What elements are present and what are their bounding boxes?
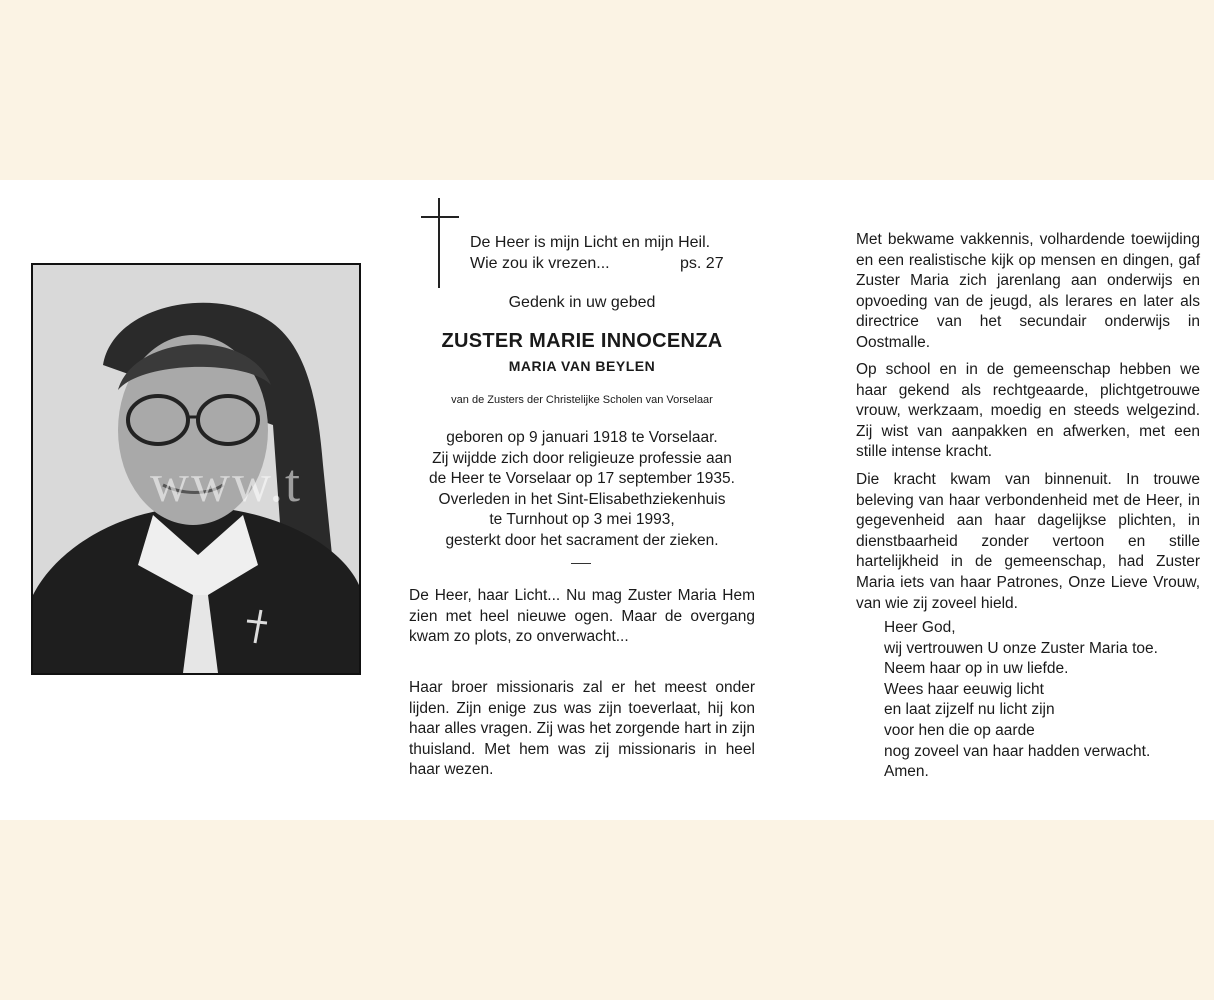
prayer-line: voor hen die op aarde <box>884 721 1035 739</box>
middle-paragraph-2: Haar broer missionaris zal er het meest onder lijden. Zijn enige zus was zijn toeverlaat, hij kon haar alles vragen. Zij was het zorgende hart in zijn thuisland. Met hem was zij missionaris in heel haar wezen. <box>409 679 755 779</box>
prayer-line: en laat zijzelf nu licht zijn <box>884 701 1055 719</box>
bio-line: te Turnhout op 3 mei 1993, <box>489 511 675 529</box>
bio-line: gesterkt door het sacrament der zieken. <box>445 531 719 549</box>
divider-dash <box>571 563 591 564</box>
prayer-line: Amen. <box>884 763 929 781</box>
watermark-text: www.t <box>150 453 302 513</box>
bio-line: Zij wijdde zich door religieuze professie aan <box>432 449 732 467</box>
prayer-line: Neem haar op in uw liefde. <box>884 660 1069 678</box>
psalm-quote <box>470 232 724 274</box>
prayer-line: Heer God, <box>884 619 956 636</box>
psalm-line-1: De Heer is mijn Licht en mijn Heil. <box>470 234 711 251</box>
right-paragraph-1: Met bekwame vakkennis, volhardende toewijding en een realistische kijk op mensen en dingen, gaf Zuster Maria zich jarenlang aan onderwijs en opvoeding van de jeugd, als lerares en later als directrice van het secundair onderwijs in Oostmalle. <box>856 231 1200 351</box>
prayer-line: Wees haar eeuwig licht <box>884 680 1044 698</box>
bio-line: geboren op 9 januari 1918 te Vorselaar. <box>446 429 718 446</box>
bio-line: de Heer te Vorselaar op 17 september 1935. <box>429 470 735 488</box>
bio-line: Overleden in het Sint-Elisabethziekenhuis <box>438 490 726 508</box>
congregation-line: van de Zusters der Christelijke Scholen van Vorselaar <box>451 394 713 406</box>
psalm-line-2: Wie zou ik vrezen... <box>470 255 610 272</box>
middle-paragraph-1: De Heer, haar Licht... Nu mag Zuster Maria Hem zien met heel nieuwe ogen. Maar de overgang kwam zo plots, zo onverwacht... <box>409 587 755 646</box>
right-paragraph-3: Die kracht kwam van binnenuit. In trouwe beleving van haar verbondenheid met de Heer, in gegevenheid aan haar dagelijkse plichten, in dienstbaarheid zonder vertoon en stille hartelijkheid in de gemeenschap, had Zuster Maria iets van haar Patrones, Onze Lieve Vrouw, van wie zij zoveel hield. <box>856 471 1200 612</box>
psalm-reference: ps. 27 <box>680 255 724 272</box>
remembrance-heading: Gedenk in uw gebed <box>508 294 656 311</box>
deceased-name: ZUSTER MARIE INNOCENZA <box>441 330 723 352</box>
prayer <box>884 618 1158 783</box>
cross-vertical-bar <box>438 198 440 288</box>
prayer-line: nog zoveel van haar hadden verwacht. <box>884 742 1151 760</box>
deceased-civil-name: MARIA VAN BEYLEN <box>508 358 656 374</box>
memorial-card <box>0 180 1214 820</box>
prayer-line: wij vertrouwen U onze Zuster Maria toe. <box>884 639 1158 657</box>
cross-icon <box>421 198 459 288</box>
cross-horizontal-bar <box>421 216 459 218</box>
biography <box>409 428 755 552</box>
right-paragraph-2: Op school en in de gemeenschap hebben we haar gekend als rechtgeaarde, plichtgetrouwe vrouw, werkzaam, moedig en steeds welgezind. Zij wist van aanpakken en afwerken, met een stille intense kracht. <box>856 361 1200 461</box>
